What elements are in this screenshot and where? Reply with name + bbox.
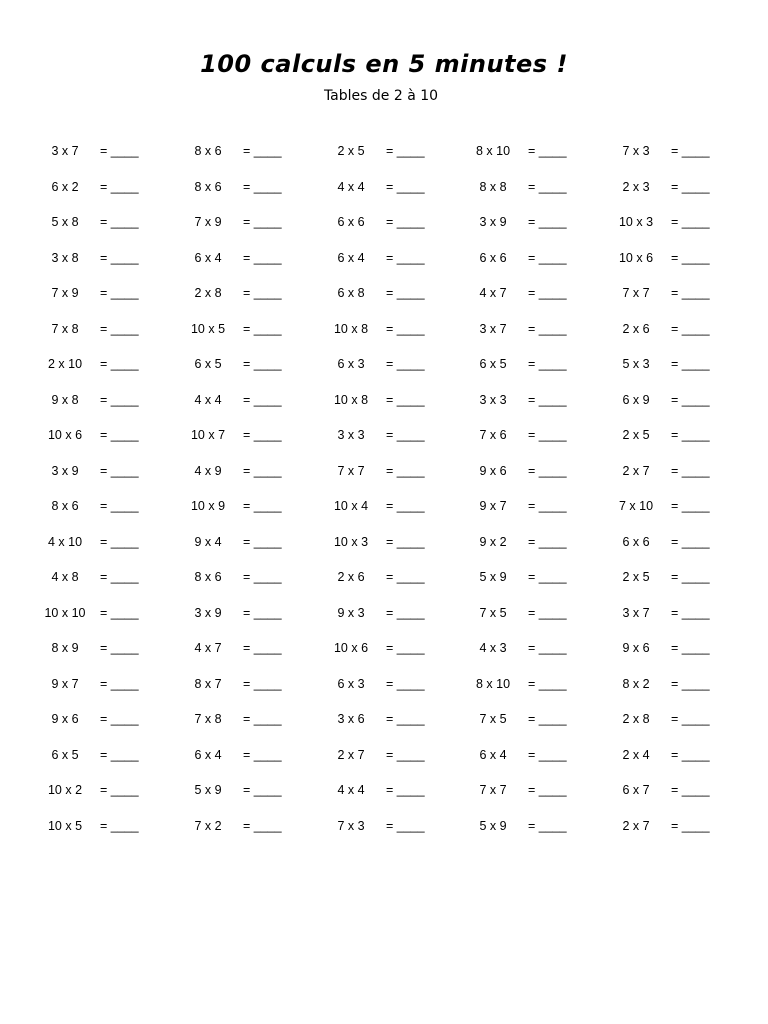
- answer-blank: = ____: [386, 250, 425, 265]
- calc-expression: 5 x 9: [194, 783, 222, 797]
- answer-blank: = ____: [100, 357, 139, 371]
- calc-expression: 7 x 7: [479, 783, 507, 797]
- answer-blank: = ____: [528, 215, 567, 229]
- calc-expression: 9 x 7: [51, 676, 79, 691]
- calc-expression: 2 x 3: [622, 179, 650, 194]
- calc-expression: 9 x 3: [337, 605, 365, 620]
- answer-blank: = ____: [100, 676, 139, 691]
- calc-expression: 7 x 9: [194, 215, 222, 229]
- answer-blank: = ____: [528, 357, 567, 371]
- calc-expression: 9 x 2: [479, 534, 507, 549]
- answer-blank: = ____: [386, 321, 425, 336]
- answer-blank: = ____: [386, 286, 425, 300]
- answer-blank: = ____: [386, 357, 425, 371]
- answer-blank: = ____: [671, 392, 710, 407]
- calc-expression: 4 x 10: [47, 534, 83, 549]
- answer-blank: = ____: [243, 463, 282, 478]
- answer-blank: = ____: [528, 818, 567, 833]
- answer-blank: = ____: [243, 818, 282, 833]
- answer-blank: = ____: [528, 463, 567, 478]
- calc-expression: 8 x 6: [194, 179, 222, 194]
- calc-expression: 7 x 5: [479, 605, 507, 620]
- answer-blank: = ____: [243, 676, 282, 691]
- calc-expression: 2 x 5: [622, 428, 650, 442]
- answer-blank: = ____: [386, 783, 425, 797]
- calc-expression: 4 x 7: [479, 286, 507, 300]
- calc-expression: 2 x 6: [622, 321, 650, 336]
- calc-expression: 2 x 7: [622, 818, 650, 833]
- answer-blank: = ____: [100, 747, 139, 762]
- answer-blank: = ____: [386, 818, 425, 833]
- calc-expression: 8 x 6: [194, 570, 222, 584]
- answer-blank: = ____: [100, 641, 139, 655]
- answer-blank: = ____: [528, 747, 567, 762]
- calc-expression: 3 x 8: [51, 250, 79, 265]
- answer-blank: = ____: [528, 570, 567, 584]
- answer-blank: = ____: [386, 144, 425, 158]
- answer-blank: = ____: [671, 641, 710, 655]
- calc-expression: 8 x 2: [622, 676, 650, 691]
- calc-row: [0, 141, 768, 177]
- answer-blank: = ____: [243, 144, 282, 158]
- calc-expression: 3 x 6: [337, 712, 365, 726]
- answer-blank: = ____: [100, 321, 139, 336]
- calc-expression: 8 x 10: [475, 144, 511, 158]
- answer-blank: = ____: [243, 357, 282, 371]
- calc-expression: 10 x 6: [333, 641, 369, 655]
- answer-blank: = ____: [528, 641, 567, 655]
- answer-blank: = ____: [528, 605, 567, 620]
- calc-expression: 6 x 7: [622, 783, 650, 797]
- answer-blank: = ____: [528, 392, 567, 407]
- calc-expression: 4 x 7: [194, 641, 222, 655]
- answer-blank: = ____: [671, 179, 710, 194]
- answer-blank: = ____: [386, 570, 425, 584]
- answer-blank: = ____: [528, 534, 567, 549]
- calc-row: [0, 709, 768, 745]
- calc-expression: 8 x 6: [51, 499, 79, 513]
- calc-row: [0, 638, 768, 674]
- calc-expression: 4 x 9: [194, 463, 222, 478]
- calc-expression: 3 x 7: [479, 321, 507, 336]
- calc-expression: 7 x 8: [194, 712, 222, 726]
- answer-blank: = ____: [100, 534, 139, 549]
- calc-expression: 6 x 4: [337, 250, 365, 265]
- answer-blank: = ____: [528, 321, 567, 336]
- calc-expression: 8 x 7: [194, 676, 222, 691]
- answer-blank: = ____: [671, 463, 710, 478]
- calc-expression: 5 x 8: [51, 215, 79, 229]
- answer-blank: = ____: [386, 499, 425, 513]
- calc-expression: 10 x 6: [618, 250, 654, 265]
- answer-blank: = ____: [243, 712, 282, 726]
- calc-expression: 6 x 6: [622, 534, 650, 549]
- calc-expression: 8 x 10: [475, 676, 511, 691]
- answer-blank: = ____: [528, 783, 567, 797]
- calc-expression: 10 x 3: [618, 215, 654, 229]
- calc-expression: 6 x 4: [194, 250, 222, 265]
- calc-expression: 3 x 3: [337, 428, 365, 442]
- calc-expression: 7 x 9: [51, 286, 79, 300]
- calc-expression: 10 x 2: [47, 783, 83, 797]
- answer-blank: = ____: [386, 641, 425, 655]
- calc-expression: 6 x 9: [622, 392, 650, 407]
- answer-blank: = ____: [386, 179, 425, 194]
- answer-blank: = ____: [528, 179, 567, 194]
- calc-expression: 10 x 3: [333, 534, 369, 549]
- answer-blank: = ____: [671, 428, 710, 442]
- answer-blank: = ____: [671, 250, 710, 265]
- answer-blank: = ____: [100, 215, 139, 229]
- calc-expression: 3 x 7: [51, 144, 79, 158]
- calc-expression: 7 x 3: [337, 818, 365, 833]
- answer-blank: = ____: [528, 428, 567, 442]
- calc-expression: 7 x 7: [337, 463, 365, 478]
- answer-blank: = ____: [671, 286, 710, 300]
- calc-row: [0, 745, 768, 781]
- calc-expression: 3 x 9: [51, 463, 79, 478]
- answer-blank: = ____: [671, 818, 710, 833]
- answer-blank: = ____: [671, 783, 710, 797]
- answer-blank: = ____: [100, 428, 139, 442]
- answer-blank: = ____: [243, 570, 282, 584]
- answer-blank: = ____: [528, 499, 567, 513]
- calc-expression: 10 x 6: [47, 428, 83, 442]
- answer-blank: = ____: [671, 144, 710, 158]
- calc-expression: 3 x 7: [622, 605, 650, 620]
- calc-row: [0, 425, 768, 461]
- answer-blank: = ____: [386, 676, 425, 691]
- calc-row: [0, 603, 768, 639]
- calc-expression: 5 x 3: [622, 357, 650, 371]
- calc-expression: 6 x 2: [51, 179, 79, 194]
- answer-blank: = ____: [100, 499, 139, 513]
- answer-blank: = ____: [243, 286, 282, 300]
- answer-blank: = ____: [100, 250, 139, 265]
- calc-expression: 2 x 7: [337, 747, 365, 762]
- calc-expression: 6 x 4: [479, 747, 507, 762]
- calc-row: [0, 567, 768, 603]
- calc-expression: 7 x 7: [622, 286, 650, 300]
- answer-blank: = ____: [528, 286, 567, 300]
- answer-blank: = ____: [671, 605, 710, 620]
- answer-blank: = ____: [386, 215, 425, 229]
- calc-expression: 3 x 9: [194, 605, 222, 620]
- answer-blank: = ____: [100, 144, 139, 158]
- answer-blank: = ____: [671, 534, 710, 549]
- answer-blank: = ____: [528, 144, 567, 158]
- calc-expression: 8 x 6: [194, 144, 222, 158]
- page-subtitle: Tables de 2 à 10: [323, 88, 439, 104]
- calc-expression: 5 x 9: [479, 570, 507, 584]
- calc-row: [0, 816, 768, 852]
- calc-expression: 8 x 9: [51, 641, 79, 655]
- calc-expression: 7 x 8: [51, 321, 79, 336]
- calc-expression: 10 x 10: [44, 605, 86, 620]
- answer-blank: = ____: [243, 321, 282, 336]
- calc-expression: 2 x 6: [337, 570, 365, 584]
- answer-blank: = ____: [243, 605, 282, 620]
- calc-expression: 4 x 4: [337, 783, 365, 797]
- answer-blank: = ____: [671, 321, 710, 336]
- answer-blank: = ____: [100, 392, 139, 407]
- answer-blank: = ____: [100, 605, 139, 620]
- calc-expression: 2 x 4: [622, 747, 650, 762]
- answer-blank: = ____: [386, 392, 425, 407]
- answer-blank: = ____: [386, 463, 425, 478]
- answer-blank: = ____: [671, 570, 710, 584]
- calc-expression: 4 x 4: [337, 179, 365, 194]
- answer-blank: = ____: [243, 250, 282, 265]
- calc-expression: 2 x 5: [337, 144, 365, 158]
- page-title: 100 calculs en 5 minutes !: [200, 50, 568, 78]
- calc-row: [0, 496, 768, 532]
- calc-expression: 2 x 8: [194, 286, 222, 300]
- calc-row: [0, 780, 768, 816]
- calc-row: [0, 212, 768, 248]
- calc-expression: 3 x 3: [479, 392, 507, 407]
- answer-blank: = ____: [100, 463, 139, 478]
- calc-expression: 10 x 8: [333, 392, 369, 407]
- calc-expression: 9 x 6: [622, 641, 650, 655]
- calc-expression: 8 x 8: [479, 179, 507, 194]
- answer-blank: = ____: [100, 286, 139, 300]
- answer-blank: = ____: [243, 641, 282, 655]
- calc-expression: 6 x 6: [479, 250, 507, 265]
- calc-expression: 9 x 8: [51, 392, 79, 407]
- answer-blank: = ____: [386, 712, 425, 726]
- calc-row: [0, 177, 768, 213]
- calc-expression: 6 x 3: [337, 357, 365, 371]
- calc-expression: 7 x 10: [618, 499, 654, 513]
- answer-blank: = ____: [386, 747, 425, 762]
- answer-blank: = ____: [243, 428, 282, 442]
- calc-expression: 7 x 3: [622, 144, 650, 158]
- answer-blank: = ____: [243, 534, 282, 549]
- answer-blank: = ____: [100, 570, 139, 584]
- calc-expression: 2 x 7: [622, 463, 650, 478]
- answer-blank: = ____: [100, 783, 139, 797]
- calc-row: [0, 461, 768, 497]
- answer-blank: = ____: [243, 783, 282, 797]
- answer-blank: = ____: [386, 534, 425, 549]
- answer-blank: = ____: [671, 215, 710, 229]
- answer-blank: = ____: [528, 712, 567, 726]
- answer-blank: = ____: [100, 179, 139, 194]
- calc-expression: 6 x 3: [337, 676, 365, 691]
- calc-expression: 6 x 5: [51, 747, 79, 762]
- calculation-grid: [0, 141, 768, 851]
- answer-blank: = ____: [100, 818, 139, 833]
- calc-expression: 10 x 5: [190, 321, 226, 336]
- answer-blank: = ____: [243, 747, 282, 762]
- calc-expression: 10 x 4: [333, 499, 369, 513]
- answer-blank: = ____: [671, 499, 710, 513]
- calc-expression: 9 x 4: [194, 534, 222, 549]
- calc-expression: 7 x 5: [479, 712, 507, 726]
- calc-row: [0, 283, 768, 319]
- calc-expression: 10 x 9: [190, 499, 226, 513]
- calc-row: [0, 532, 768, 568]
- calc-expression: 4 x 3: [479, 641, 507, 655]
- calc-row: [0, 319, 768, 355]
- calc-expression: 7 x 6: [479, 428, 507, 442]
- calc-expression: 9 x 6: [479, 463, 507, 478]
- answer-blank: = ____: [671, 712, 710, 726]
- calc-expression: 2 x 8: [622, 712, 650, 726]
- answer-blank: = ____: [528, 676, 567, 691]
- calc-expression: 6 x 6: [337, 215, 365, 229]
- calc-row: [0, 674, 768, 710]
- calc-expression: 6 x 8: [337, 286, 365, 300]
- calc-expression: 4 x 4: [194, 392, 222, 407]
- answer-blank: = ____: [671, 357, 710, 371]
- answer-blank: = ____: [671, 747, 710, 762]
- answer-blank: = ____: [243, 215, 282, 229]
- answer-blank: = ____: [243, 499, 282, 513]
- answer-blank: = ____: [243, 392, 282, 407]
- calc-expression: 6 x 5: [194, 357, 222, 371]
- calc-expression: 2 x 5: [622, 570, 650, 584]
- answer-blank: = ____: [100, 712, 139, 726]
- answer-blank: = ____: [528, 250, 567, 265]
- calc-expression: 2 x 10: [47, 357, 83, 371]
- calc-expression: 4 x 8: [51, 570, 79, 584]
- answer-blank: = ____: [386, 428, 425, 442]
- calc-expression: 10 x 5: [47, 818, 83, 833]
- calc-expression: 10 x 8: [333, 321, 369, 336]
- calc-expression: 10 x 7: [190, 428, 226, 442]
- calc-expression: 6 x 4: [194, 747, 222, 762]
- answer-blank: = ____: [243, 179, 282, 194]
- calc-expression: 3 x 9: [479, 215, 507, 229]
- calc-row: [0, 390, 768, 426]
- calc-expression: 7 x 2: [194, 818, 222, 833]
- calc-expression: 9 x 6: [51, 712, 79, 726]
- calc-expression: 5 x 9: [479, 818, 507, 833]
- calc-expression: 9 x 7: [479, 499, 507, 513]
- calc-expression: 6 x 5: [479, 357, 507, 371]
- answer-blank: = ____: [386, 605, 425, 620]
- calc-row: [0, 248, 768, 284]
- calc-row: [0, 354, 768, 390]
- answer-blank: = ____: [671, 676, 710, 691]
